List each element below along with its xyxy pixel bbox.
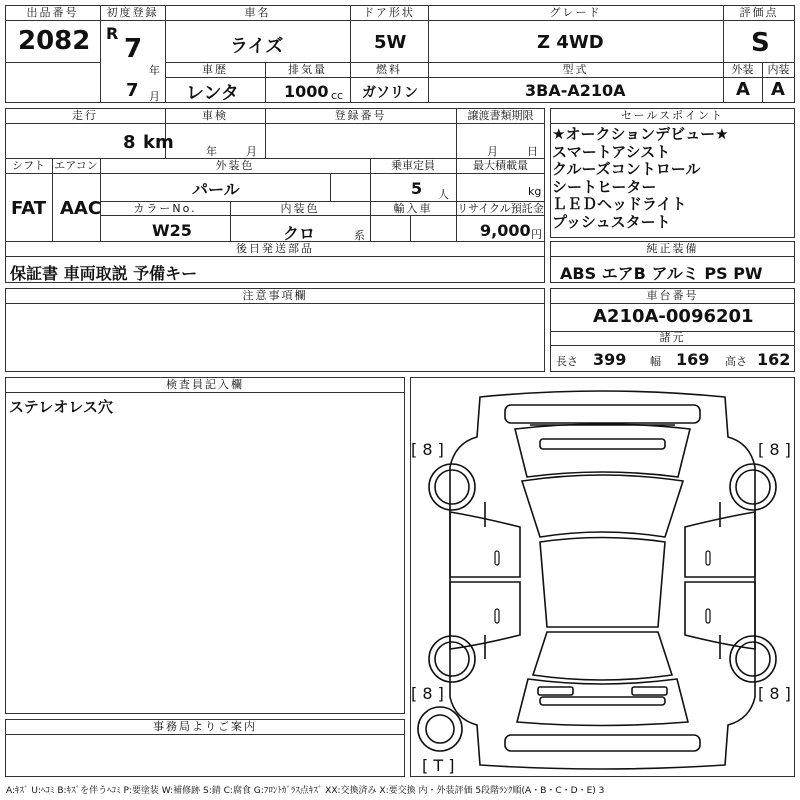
inspection-label: 車検 [202,109,228,122]
chassis-number-label: 車台番号 [646,289,699,302]
shift-label: シフト [12,159,45,172]
sales-points-label: セールスポイント [620,109,724,122]
fuel: ガソリン [362,85,418,101]
air-conditioner: AAC [60,198,102,219]
car-diagram [410,377,795,777]
mileage-label: 走行 [72,109,98,122]
door-type-label: ドア形状 [363,6,415,19]
sales-point-item: クルーズコントロール [552,160,701,178]
first-registration-year: 7 [124,34,143,64]
height-label: 高さ [725,355,747,368]
interior-color-unit: 系 [354,229,365,242]
registration-number-label: 登録番号 [334,109,387,122]
inspector-notes: ステレオレス穴 [9,398,113,416]
exterior-color: パール [192,180,240,199]
interior-grade-label: 内装 [767,63,790,76]
length-label: 長さ [556,355,578,368]
inspector-label: 検査員記入欄 [166,378,244,391]
score: S [751,28,770,58]
grade: Z 4WD [537,32,604,53]
recycle-fee-label: リサイクル預託金 [457,202,544,215]
legend: A:ｷｽﾞ U:ﾍｺﾐ B:ｷｽﾞを伴うﾍｺﾐ P:要塗装 W:補修跡 S:錆 C:腐食 G:ﾌﾛﾝﾄｶﾞﾗｽ点ｷｽﾞ XX:交換済み X:要交換 内・外装評価 5段階ﾗﾝｸ順(A・B・C・D・E) 3 [6,786,605,796]
month-unit: 月 [149,90,160,103]
color-number-label: カラーNo. [133,202,197,215]
air-conditioner-label: エアコン [54,159,98,172]
door-type: 5W [374,32,407,53]
displacement: 1000 [284,82,329,101]
office-notes-label: 事務局よりご案内 [153,720,257,733]
recycle-fee: 9,000 [480,221,531,240]
car-name-label: 車名 [244,6,271,19]
mileage: 8 [123,132,136,153]
width-label: 幅 [650,355,661,368]
displacement-unit: cc [331,89,344,102]
displacement-label: 排気量 [288,63,327,76]
capacity-unit: 人 [438,188,449,201]
interior-color-label: 内装色 [280,202,320,215]
model-code-label: 型式 [562,63,589,76]
spare-tire: [ T ] [422,756,455,775]
capacity-label: 乗車定員 [391,159,435,172]
exterior-color-label: 外装色 [215,159,255,172]
sales-point-item: プッシュスタート [552,212,671,231]
era-mark: R [106,24,119,43]
inspector-box [5,377,405,714]
first-registration-label: 初度登録 [106,6,159,19]
equipment-label: 純正装備 [646,242,699,255]
specs-label: 諸元 [659,331,686,344]
transfer-month-unit: 月 [487,145,498,158]
sales-point-item: ★オークションデビュー★ [552,125,729,143]
later-parts: 保証書 車両取説 予備キー [10,264,198,283]
exterior-grade-label: 外装 [731,63,754,76]
tire-rear-right: [ 8 ] [758,684,791,703]
color-number: W25 [152,221,192,240]
later-parts-label: 後日発送部品 [236,242,314,255]
interior-color: クロ [283,224,316,243]
transfer-day-unit: 日 [527,145,538,158]
grade-label: グレード [549,6,602,19]
fuel-label: 燃料 [376,63,402,76]
exterior-grade: A [736,79,750,100]
sales-point-item: ＬＥＤヘッドライト [552,195,687,213]
shift: FAT [11,198,47,219]
first-registration-month: 7 [126,80,139,101]
interior-grade: A [771,79,785,100]
model-code: 3BA-A210A [525,81,626,100]
max-load-label: 最大積載量 [473,159,528,172]
import-label: 輸入車 [393,202,433,215]
sales-points-list [552,126,792,231]
score-label: 評価点 [739,6,779,19]
tire-front-right: [ 8 ] [758,440,791,459]
year-unit: 年 [149,64,160,77]
transfer-deadline-label: 譲渡書類期限 [467,109,534,122]
equipment: ABS エアB アルミ PS PW [560,264,763,283]
sales-point-item: シートヒーター [552,177,657,196]
recycle-fee-unit: 円 [531,228,542,241]
inspection-year-unit: 年 [206,145,217,158]
lot-number: 2082 [18,26,91,56]
inspection-month-unit: 月 [246,145,257,158]
lot-number-label: 出品番号 [26,6,79,19]
history-label: 車歴 [202,63,228,76]
history: レンタ [186,83,239,104]
height: 162 [757,350,791,369]
capacity: 5 [411,179,423,198]
chassis-number: A210A-0096201 [593,306,754,327]
car-name: ライズ [230,36,284,57]
width: 169 [676,350,710,369]
notes-label: 注意事項欄 [242,289,308,302]
length: 399 [593,350,627,369]
tire-rear-left: [ 8 ] [411,684,444,703]
max-load-unit: kg [528,185,542,198]
mileage-unit: km [143,132,174,153]
tire-front-left: [ 8 ] [411,440,444,459]
sales-point-item: スマートアシスト [552,142,671,161]
